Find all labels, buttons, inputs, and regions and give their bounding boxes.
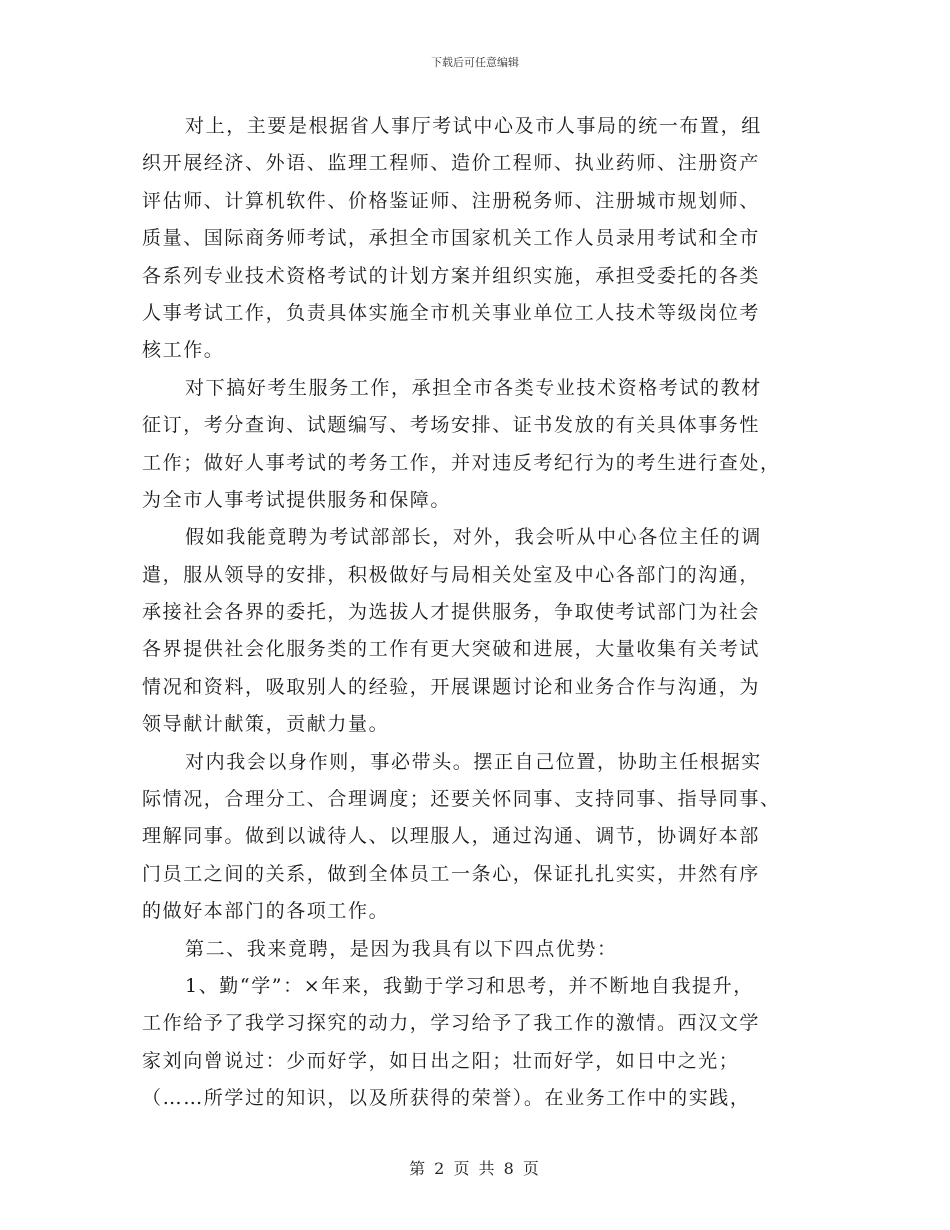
text-line: 核工作。	[142, 339, 225, 362]
text-line: 家刘向曾说过：少而好学，如日出之阳；壮而好学，如日中之光；	[142, 1049, 740, 1072]
text-line: 理解同事。做到以诚待人、以理服人，通过沟通、调节，协调好本部	[142, 825, 761, 848]
text-line: 为全市人事考试提供服务和保障。	[142, 488, 452, 511]
text-line: 对上，主要是根据省人事厅考试中心及市人事局的统一布置，组	[185, 115, 762, 137]
text-line: 领导献计献策，贡献力量。	[142, 713, 390, 736]
text-line: 的做好本部门的各项工作。	[142, 900, 390, 923]
text-line: 对下搞好考生服务工作，承担全市各类专业技术资格考试的教材	[185, 376, 762, 399]
text-line: 1、勤“学”：×年来，我勤于学习和思考，并不断地自我提升，	[185, 974, 754, 997]
text-line: 织开展经济、外语、监理工程师、造价工程师、执业药师、注册资产	[142, 152, 761, 175]
text-line: 假如我能竟聘为考试部部长，对外，我会听从中心各位主任的调	[185, 526, 762, 549]
text-line: 承接社会各界的委托，为选拔人才提供服务，争取使考试部门为社会	[142, 601, 761, 624]
text-line: 遣，服从领导的安排，积极做好与局相关处室及中心各部门的沟通，	[142, 563, 761, 586]
text-line: 第二、我来竟聘，是因为我具有以下四点优势：	[185, 937, 618, 960]
page-number: 第 2 页 共 8 页	[409, 1159, 541, 1178]
text-line: 际情况，合理分工、合理调度；还要关怀同事、支持同事、指导同事、	[142, 788, 781, 811]
text-line: 工作；做好人事考试的考务工作，并对违反考纪行为的考生进行查处，	[142, 451, 781, 474]
text-line: 评估师、计算机软件、价格鉴证师、注册税务师、注册城市规划师、	[142, 189, 761, 212]
text-line: 对内我会以身作则，事必带头。摆正自己位置，协助主任根据实	[185, 750, 762, 773]
text-line: 工作给予了我学习探究的动力，学习给予了我工作的激情。西汉文学	[142, 1012, 761, 1035]
text-line: （……所学过的知识，以及所获得的荣誉）。在业务工作中的实践，	[142, 1087, 751, 1110]
text-line: 门员工之间的关系，做到全体员工一条心，保证扎扎实实，井然有序	[142, 862, 761, 885]
text-line: 质量、国际商务师考试，承担全市国家机关工作人员录用考试和全市	[142, 227, 761, 250]
text-line: 人事考试工作，负责具体实施全市机关事业单位工人技术等级岗位考	[142, 301, 761, 324]
text-line: 各系列专业技术资格考试的计划方案并组织实施，承担受委托的各类	[142, 264, 761, 287]
text-line: 征订，考分查询、试题编写、考场安排、证书发放的有关具体事务性	[142, 414, 761, 437]
text-line: 各界提供社会化服务类的工作有更大突破和进展，大量收集有关考试	[142, 638, 761, 661]
text-line: 情况和资料，吸取别人的经验，开展课题讨论和业务合作与沟通，为	[142, 675, 761, 698]
document-body	[142, 108, 810, 1118]
page-header-note: 下载后可任意编辑	[431, 56, 519, 69]
